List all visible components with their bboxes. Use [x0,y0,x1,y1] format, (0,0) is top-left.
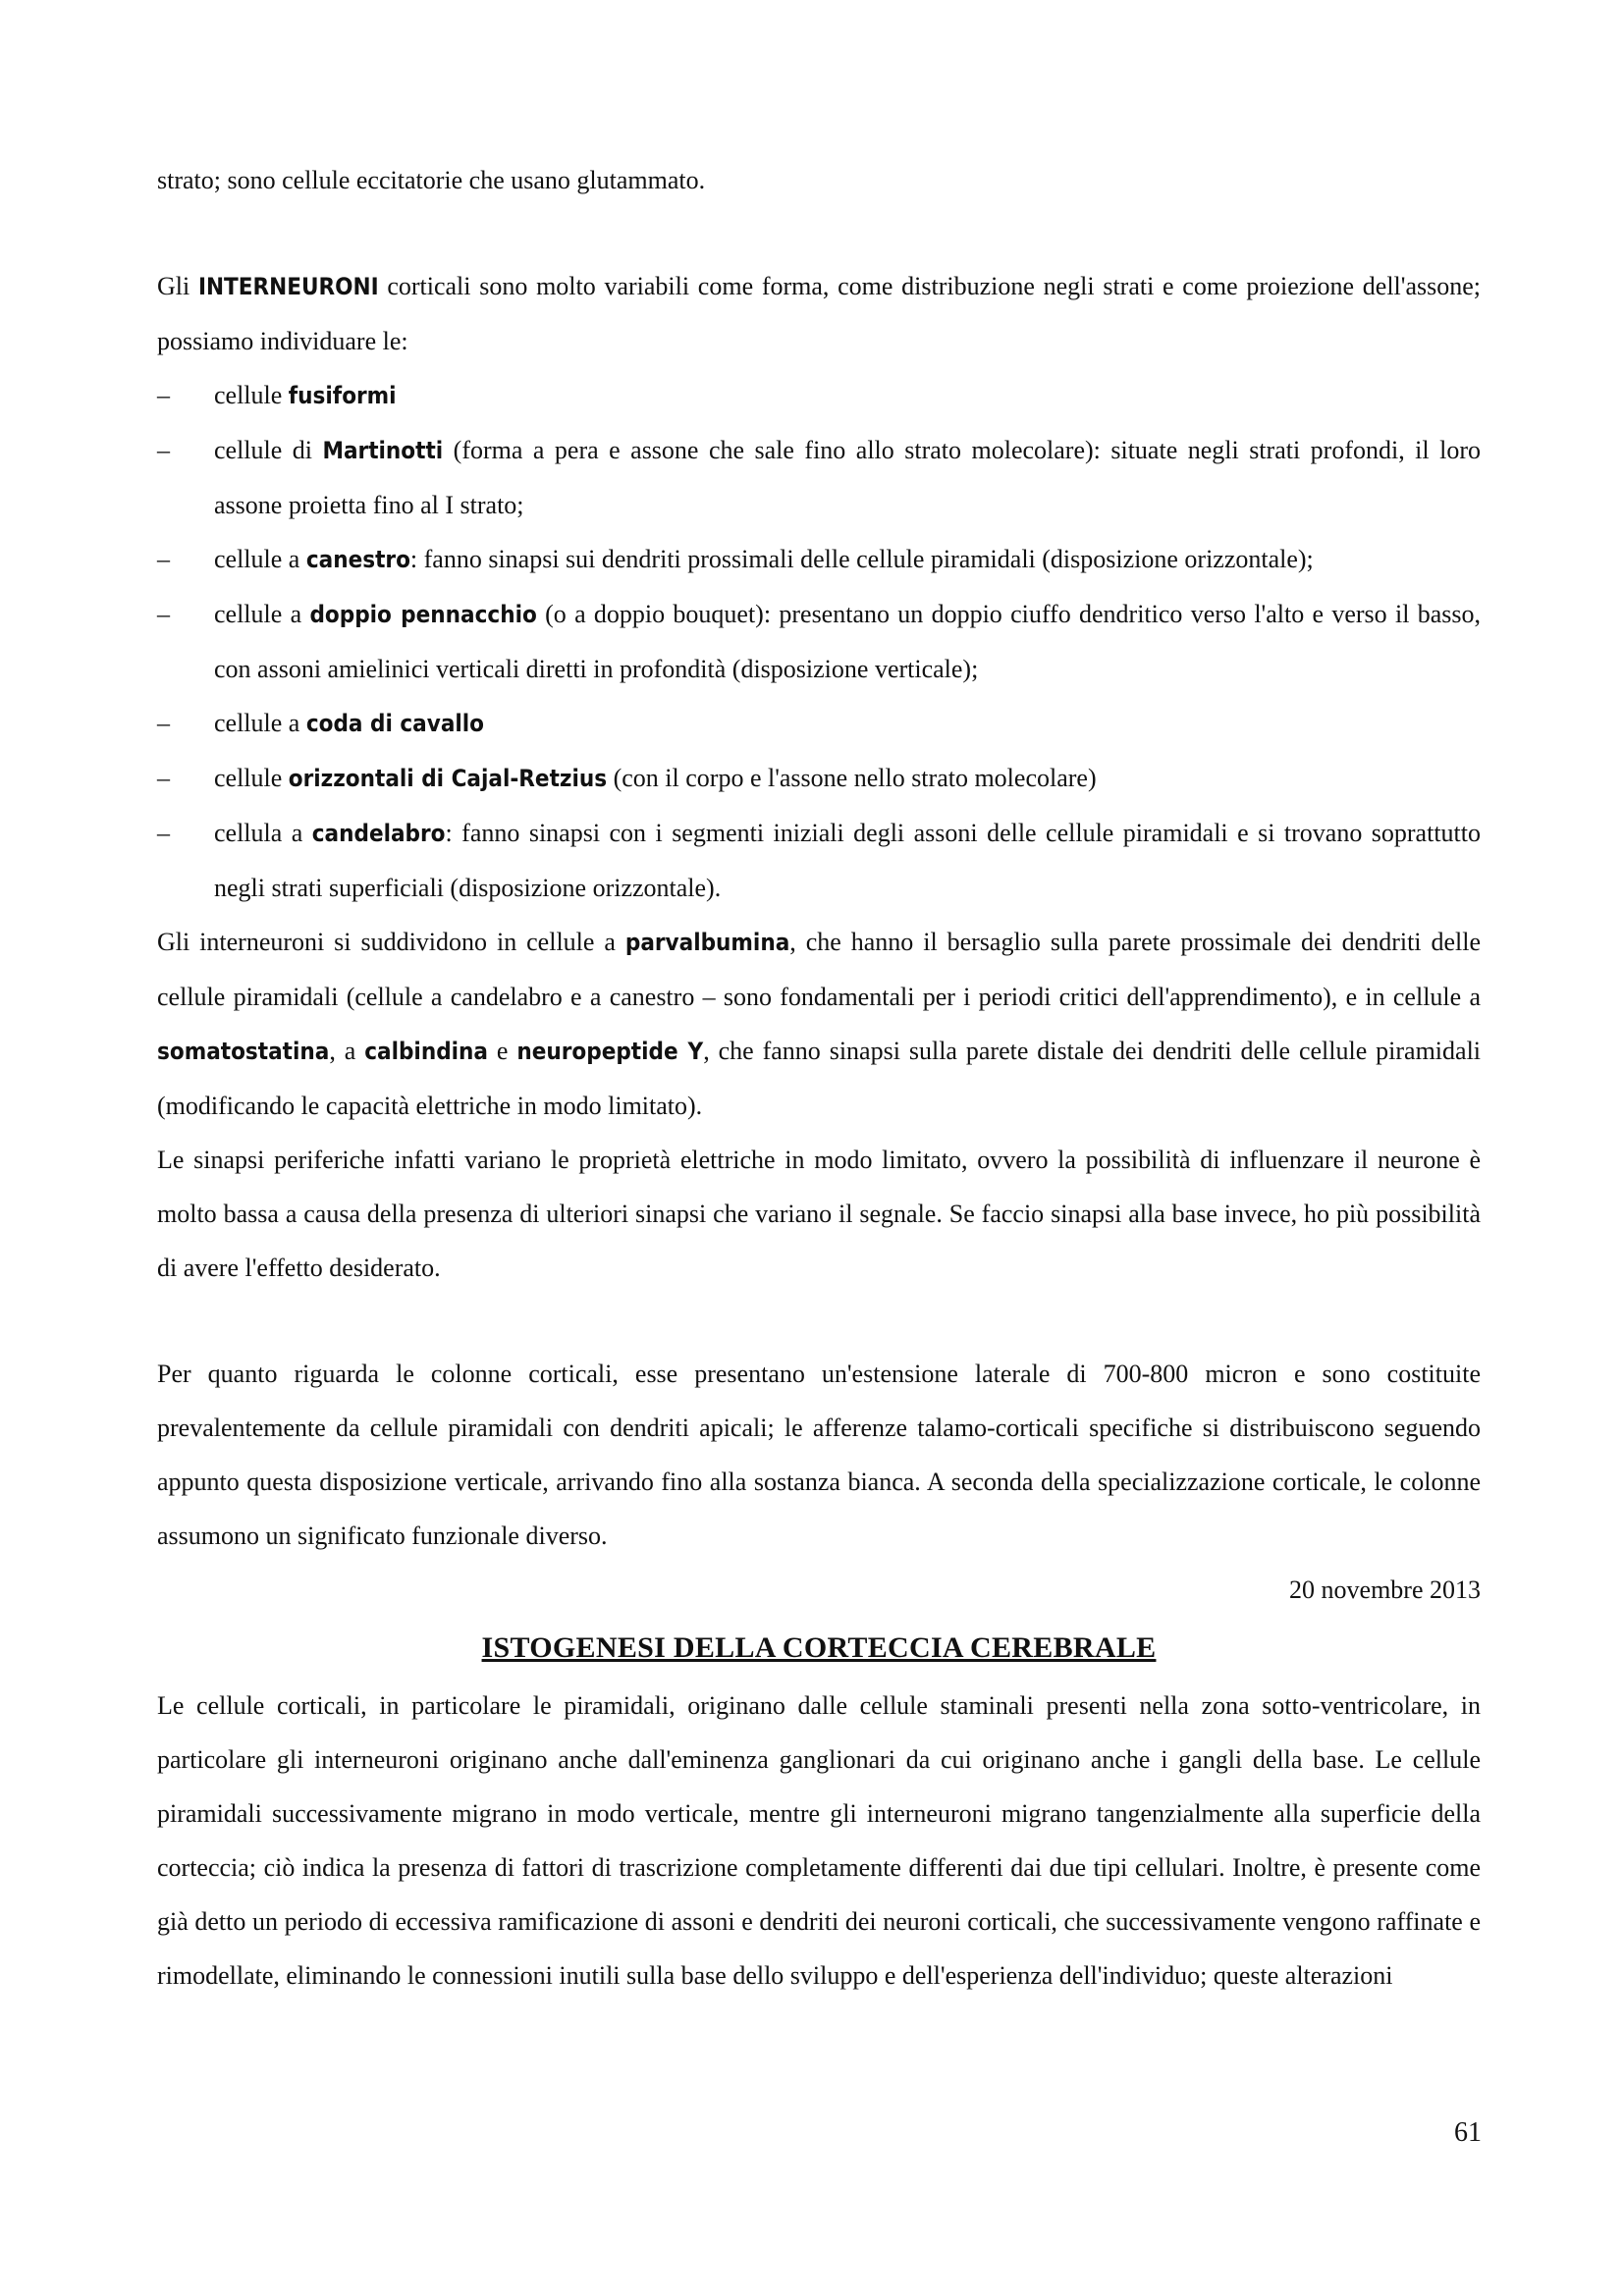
item-text: : fanno sinapsi sui dendriti prossimali delle cellule piramidali (disposizione orizzontale); [409,545,1314,573]
page-number: 61 [1454,2117,1482,2148]
paragraph-intro: strato; sono cellule eccitatorie che usano glutammato. [157,166,706,194]
page-body [157,153,1481,2002]
item-term: coda di cavallo [305,710,485,737]
text-run: , che fanno sinapsi sulla parete distale dei dendriti delle cellule piramidali (modificando le capacità elettriche in modo limitato). [157,1037,1482,1120]
list-item [157,368,1481,423]
list-item [157,806,1481,915]
item-text: : fanno sinapsi con i segmenti iniziali degli assoni delle cellule piramidali e si trovano soprattutto negli strati superficiali (disposizione orizzontale). [214,819,1481,902]
spacer [157,1295,1481,1347]
item-term: doppio pennacchio [309,601,537,628]
dash-bullet: – [157,600,170,628]
lecture-date: 20 novembre 2013 [1289,1575,1481,1604]
interneuron-types-list [157,368,1481,915]
list-item [157,751,1481,806]
text-run: , che hanno il bersaglio sulla parete prossimale dei dendriti delle cellule piramidali (cellule a candelabro e a canestro – sono fondamentali per i periodi critici dell'apprendimento), e in cellule a [157,928,1481,1011]
paragraph-istogenesi: Le cellule corticali, in particolare le piramidali, originano dalle cellule staminali presenti nella zona sotto-ventricolare, in particolare gli interneuroni originano anche dall'eminenza ganglionari da cui originano anche i gangli della base. Le cellule piramidali successivamente migrano in modo verticale, mentre gli interneuroni migrano tangenzialmente alla superficie della corteccia; ciò indica la presenza di fattori di trascrizione completamente differenti dai due tipi cellulari. Inoltre, è presente come già detto un periodo di eccessiva ramificazione di assoni e dendriti dei neuroni corticali, che successivamente vengono raffinate e rimodellate, eliminando le connessioni inutili sulla base dello sviluppo e dell'esperienza dell'individuo; queste alterazioni [157,1691,1481,1990]
text-run: e [487,1037,517,1065]
list-item [157,423,1481,532]
item-text: cellule a [214,600,310,628]
item-text: (con il corpo e l'assone nello strato molecolare) [607,764,1097,792]
item-term: canestro [305,546,410,573]
list-item [157,532,1481,587]
item-term: candelabro [311,820,446,847]
item-term: fusiformi [288,382,397,409]
spacer [157,207,1481,259]
item-text: cellula a [214,819,312,847]
list-item [157,587,1481,696]
item-text: (o a doppio bouquet): presentano un doppio ciuffo dendritico verso l'alto e verso il basso, con assoni amielinici verticali diretti in profondità (disposizione verticale); [214,600,1481,683]
bold-term: neuropeptide Y [516,1038,704,1065]
item-text: (forma a pera e assone che sale fino allo strato molecolare): situate negli strati profondi, il loro assone proietta fino al I strato; [214,436,1481,519]
dash-bullet: – [157,709,170,737]
dash-bullet: – [157,819,170,847]
text-run: , a [329,1037,365,1065]
paragraph-interneuroni [157,259,1481,368]
bold-term: somatostatina [157,1038,330,1065]
dash-bullet: – [157,545,170,573]
paragraph-parvalbumina [157,915,1481,1133]
paragraph-colonne: Per quanto riguarda le colonne corticali, esse presentano un'estensione laterale di 700-800 micron e sono costituite prevalentemente da cellule piramidali con dendriti apicali; le afferenze talamo-corticali specifiche si distribuiscono seguendo appunto questa disposizione verticale, arrivando fino alla sostanza bianca. A seconda della specializzazione corticale, le colonne assumono un significato funzionale diverso. [157,1360,1481,1550]
dash-bullet: – [157,381,170,409]
text-run: Gli [157,272,198,300]
dash-bullet: – [157,764,170,792]
bold-term: calbindina [364,1038,488,1065]
bold-term: parvalbumina [624,929,790,956]
paragraph-sinapsi: Le sinapsi periferiche infatti variano le proprietà elettriche in modo limitato, ovvero la possibilità di influenzare il neurone è molto bassa a causa della presenza di ulteriori sinapsi che variano il segnale. Se faccio sinapsi alla base invece, ho più possibilità di avere l'effetto desiderato. [157,1146,1481,1282]
list-item [157,696,1481,751]
item-term: Martinotti [322,437,444,464]
section-title: ISTOGENESI DELLA CORTECCIA CEREBRALE [481,1631,1157,1664]
item-text: cellule [214,764,289,792]
item-text: cellule di [214,436,323,464]
item-text: cellule [214,381,289,409]
item-text: cellule a [214,545,306,573]
text-run: Gli interneuroni si suddividono in cellule a [157,928,625,956]
bold-term: INTERNEURONI [197,273,379,300]
item-term: orizzontali di Cajal-Retzius [288,765,608,792]
text-run: corticali sono molto variabili come forma, come distribuzione negli strati e come proiezione dell'assone; possiamo individuare le: [157,272,1481,355]
dash-bullet: – [157,436,170,464]
item-text: cellule a [214,709,306,737]
